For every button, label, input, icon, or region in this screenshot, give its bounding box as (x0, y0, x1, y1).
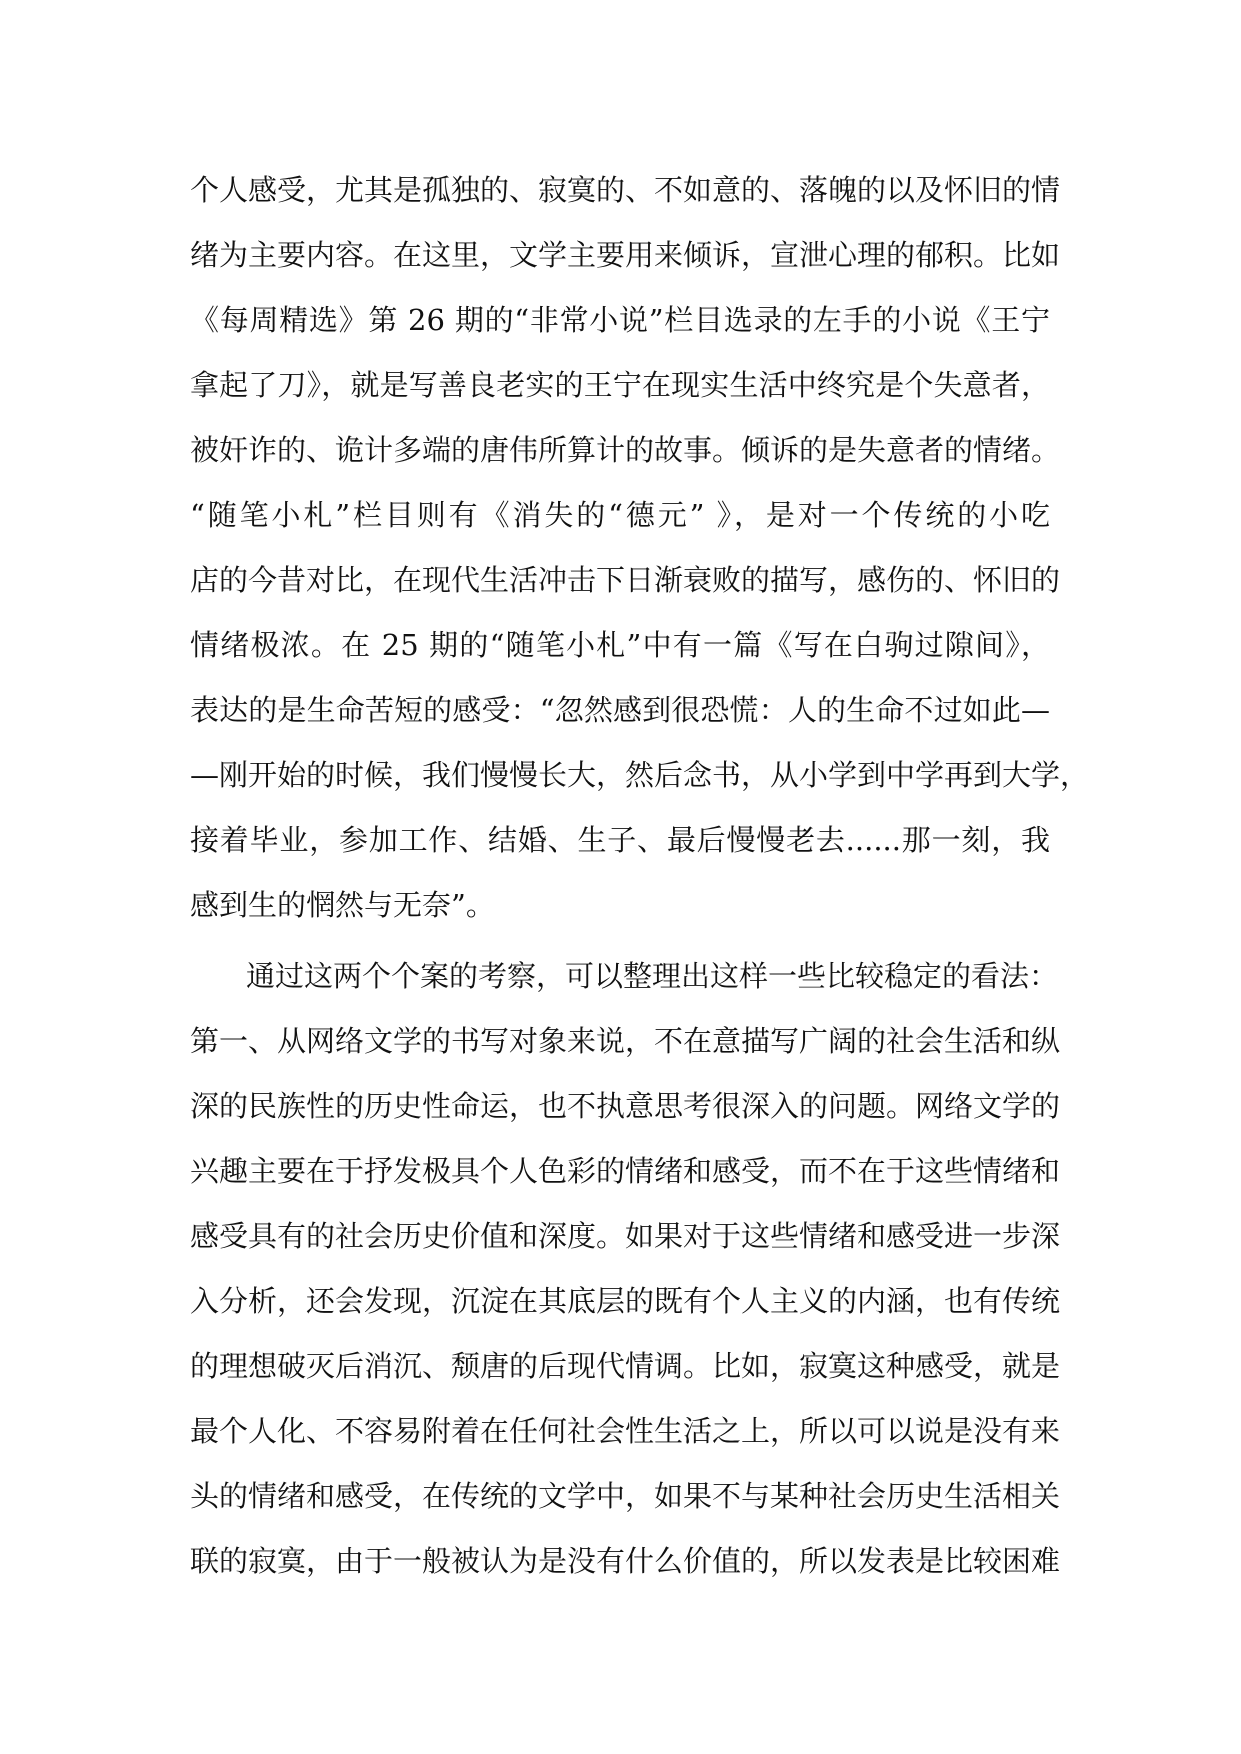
text-line: 深的民族性的历史性命运，也不执意思考很深入的问题。网络文学的 (190, 1089, 1061, 1123)
paragraph-first-line: 通过这两个个案的考察，可以整理出这样一些比较稳定的看法： (246, 959, 1059, 993)
text-line: 第一、从网络文学的书写对象来说，不在意描写广阔的社会生活和纵 (190, 1024, 1061, 1058)
text-line: 感受具有的社会历史价值和深度。如果对于这些情绪和感受进一步深 (190, 1219, 1061, 1253)
text-line: “随笔小札”栏目则有《消失的“德元” 》，是对一个传统的小吃 (190, 498, 1050, 532)
text-line: 联的寂寞，由于一般被认为是没有什么价值的，所以发表是比较困难 (190, 1544, 1061, 1578)
text-line: —刚开始的时候，我们慢慢长大，然后念书，从小学到中学再到大学， (190, 758, 1090, 792)
text-line: 拿起了刀》，就是写善良老实的王宁在现实生活中终究是个失意者， (190, 368, 1050, 402)
body-text (190, 158, 1090, 1594)
text-line: 的理想破灭后消沉、颓唐的后现代情调。比如，寂寞这种感受，就是 (190, 1349, 1061, 1383)
text-line: 头的情绪和感受，在传统的文学中，如果不与某种社会历史生活相关 (190, 1479, 1061, 1513)
text-line: 感到生的惘然与无奈”。 (190, 888, 495, 922)
text-line: 接着毕业，参加工作、结婚、生子、最后慢慢老去......那一刻，我 (190, 823, 1050, 857)
text-line: 情绪极浓。在 25 期的“随笔小札”中有一篇《写在白驹过隙间》， (190, 628, 1050, 662)
text-line: 个人感受，尤其是孤独的、寂寞的、不如意的、落魄的以及怀旧的情 (190, 173, 1061, 207)
text-line: 被奸诈的、诡计多端的唐伟所算计的故事。倾诉的是失意者的情绪。 (190, 433, 1061, 467)
text-line: 最个人化、不容易附着在任何社会性生活之上，所以可以说是没有来 (190, 1414, 1061, 1448)
text-line: 绪为主要内容。在这里，文学主要用来倾诉，宣泄心理的郁积。比如 (190, 238, 1061, 272)
text-line: 店的今昔对比，在现代生活冲击下日渐衰败的描写，感伤的、怀旧的 (190, 563, 1061, 597)
text-line: 兴趣主要在于抒发极具个人色彩的情绪和感受，而不在于这些情绪和 (190, 1154, 1061, 1188)
text-line: 《每周精选》第 26 期的“非常小说”栏目选录的左手的小说《王宁 (190, 303, 1050, 337)
text-line: 表达的是生命苦短的感受：“忽然感到很恐慌：人的生命不过如此— (190, 693, 1050, 727)
text-line: 入分析，还会发现，沉淀在其底层的既有个人主义的内涵，也有传统 (190, 1284, 1061, 1318)
